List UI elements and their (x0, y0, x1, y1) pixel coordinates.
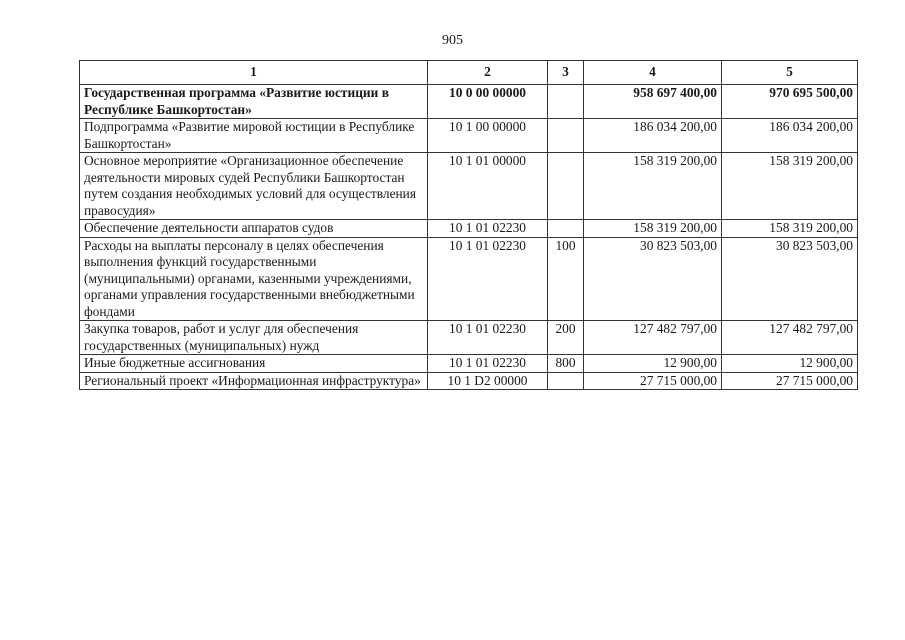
row-amount-1: 27 715 000,00 (584, 372, 722, 390)
row-name: Обеспечение деятельности аппаратов судов (80, 220, 428, 238)
row-code: 10 1 01 02230 (428, 355, 548, 373)
row-type (548, 119, 584, 153)
row-code: 10 1 01 02230 (428, 321, 548, 355)
row-name: Государственная программа «Развитие юстиции в Республике Башкортостан» (80, 85, 428, 119)
row-type (548, 153, 584, 220)
row-amount-1: 186 034 200,00 (584, 119, 722, 153)
table-row (80, 220, 858, 238)
row-code: 10 1 01 02230 (428, 237, 548, 321)
table-row (80, 321, 858, 355)
header-col-1: 1 (80, 61, 428, 85)
row-amount-2: 27 715 000,00 (722, 372, 858, 390)
row-amount-2: 186 034 200,00 (722, 119, 858, 153)
budget-table (79, 60, 858, 390)
table-row (80, 85, 858, 119)
header-col-2: 2 (428, 61, 548, 85)
row-amount-2: 12 900,00 (722, 355, 858, 373)
row-amount-2: 158 319 200,00 (722, 220, 858, 238)
header-col-5: 5 (722, 61, 858, 85)
row-amount-1: 158 319 200,00 (584, 153, 722, 220)
table-header-row (80, 61, 858, 85)
header-col-3: 3 (548, 61, 584, 85)
row-type: 200 (548, 321, 584, 355)
table-row (80, 355, 858, 373)
row-name: Основное мероприятие «Организационное обеспечение деятельности мировых судей Республики Башкортостан путем создания необходимых условий для осуществления правосудия» (80, 153, 428, 220)
row-amount-2: 127 482 797,00 (722, 321, 858, 355)
table-row (80, 372, 858, 390)
row-type (548, 372, 584, 390)
row-code: 10 1 01 02230 (428, 220, 548, 238)
row-name: Расходы на выплаты персоналу в целях обеспечения выполнения функций государственными (муниципальными) органами, казенными учреждениями, органами управления государственными внебюджетными фондами (80, 237, 428, 321)
row-name: Подпрограмма «Развитие мировой юстиции в Республике Башкортостан» (80, 119, 428, 153)
row-name: Иные бюджетные ассигнования (80, 355, 428, 373)
table-row (80, 153, 858, 220)
row-code: 10 1 00 00000 (428, 119, 548, 153)
header-col-4: 4 (584, 61, 722, 85)
row-amount-1: 127 482 797,00 (584, 321, 722, 355)
row-type: 100 (548, 237, 584, 321)
row-name: Закупка товаров, работ и услуг для обеспечения государственных (муниципальных) нужд (80, 321, 428, 355)
row-name: Региональный проект «Информационная инфраструктура» (80, 372, 428, 390)
row-amount-1: 158 319 200,00 (584, 220, 722, 238)
row-code: 10 0 00 00000 (428, 85, 548, 119)
row-type (548, 220, 584, 238)
table-row (80, 237, 858, 321)
row-amount-2: 30 823 503,00 (722, 237, 858, 321)
row-amount-1: 958 697 400,00 (584, 85, 722, 119)
page-number: 905 (442, 33, 463, 48)
row-type (548, 85, 584, 119)
row-amount-2: 970 695 500,00 (722, 85, 858, 119)
row-amount-1: 30 823 503,00 (584, 237, 722, 321)
row-type: 800 (548, 355, 584, 373)
row-amount-1: 12 900,00 (584, 355, 722, 373)
row-code: 10 1 D2 00000 (428, 372, 548, 390)
row-amount-2: 158 319 200,00 (722, 153, 858, 220)
table-row (80, 119, 858, 153)
row-code: 10 1 01 00000 (428, 153, 548, 220)
